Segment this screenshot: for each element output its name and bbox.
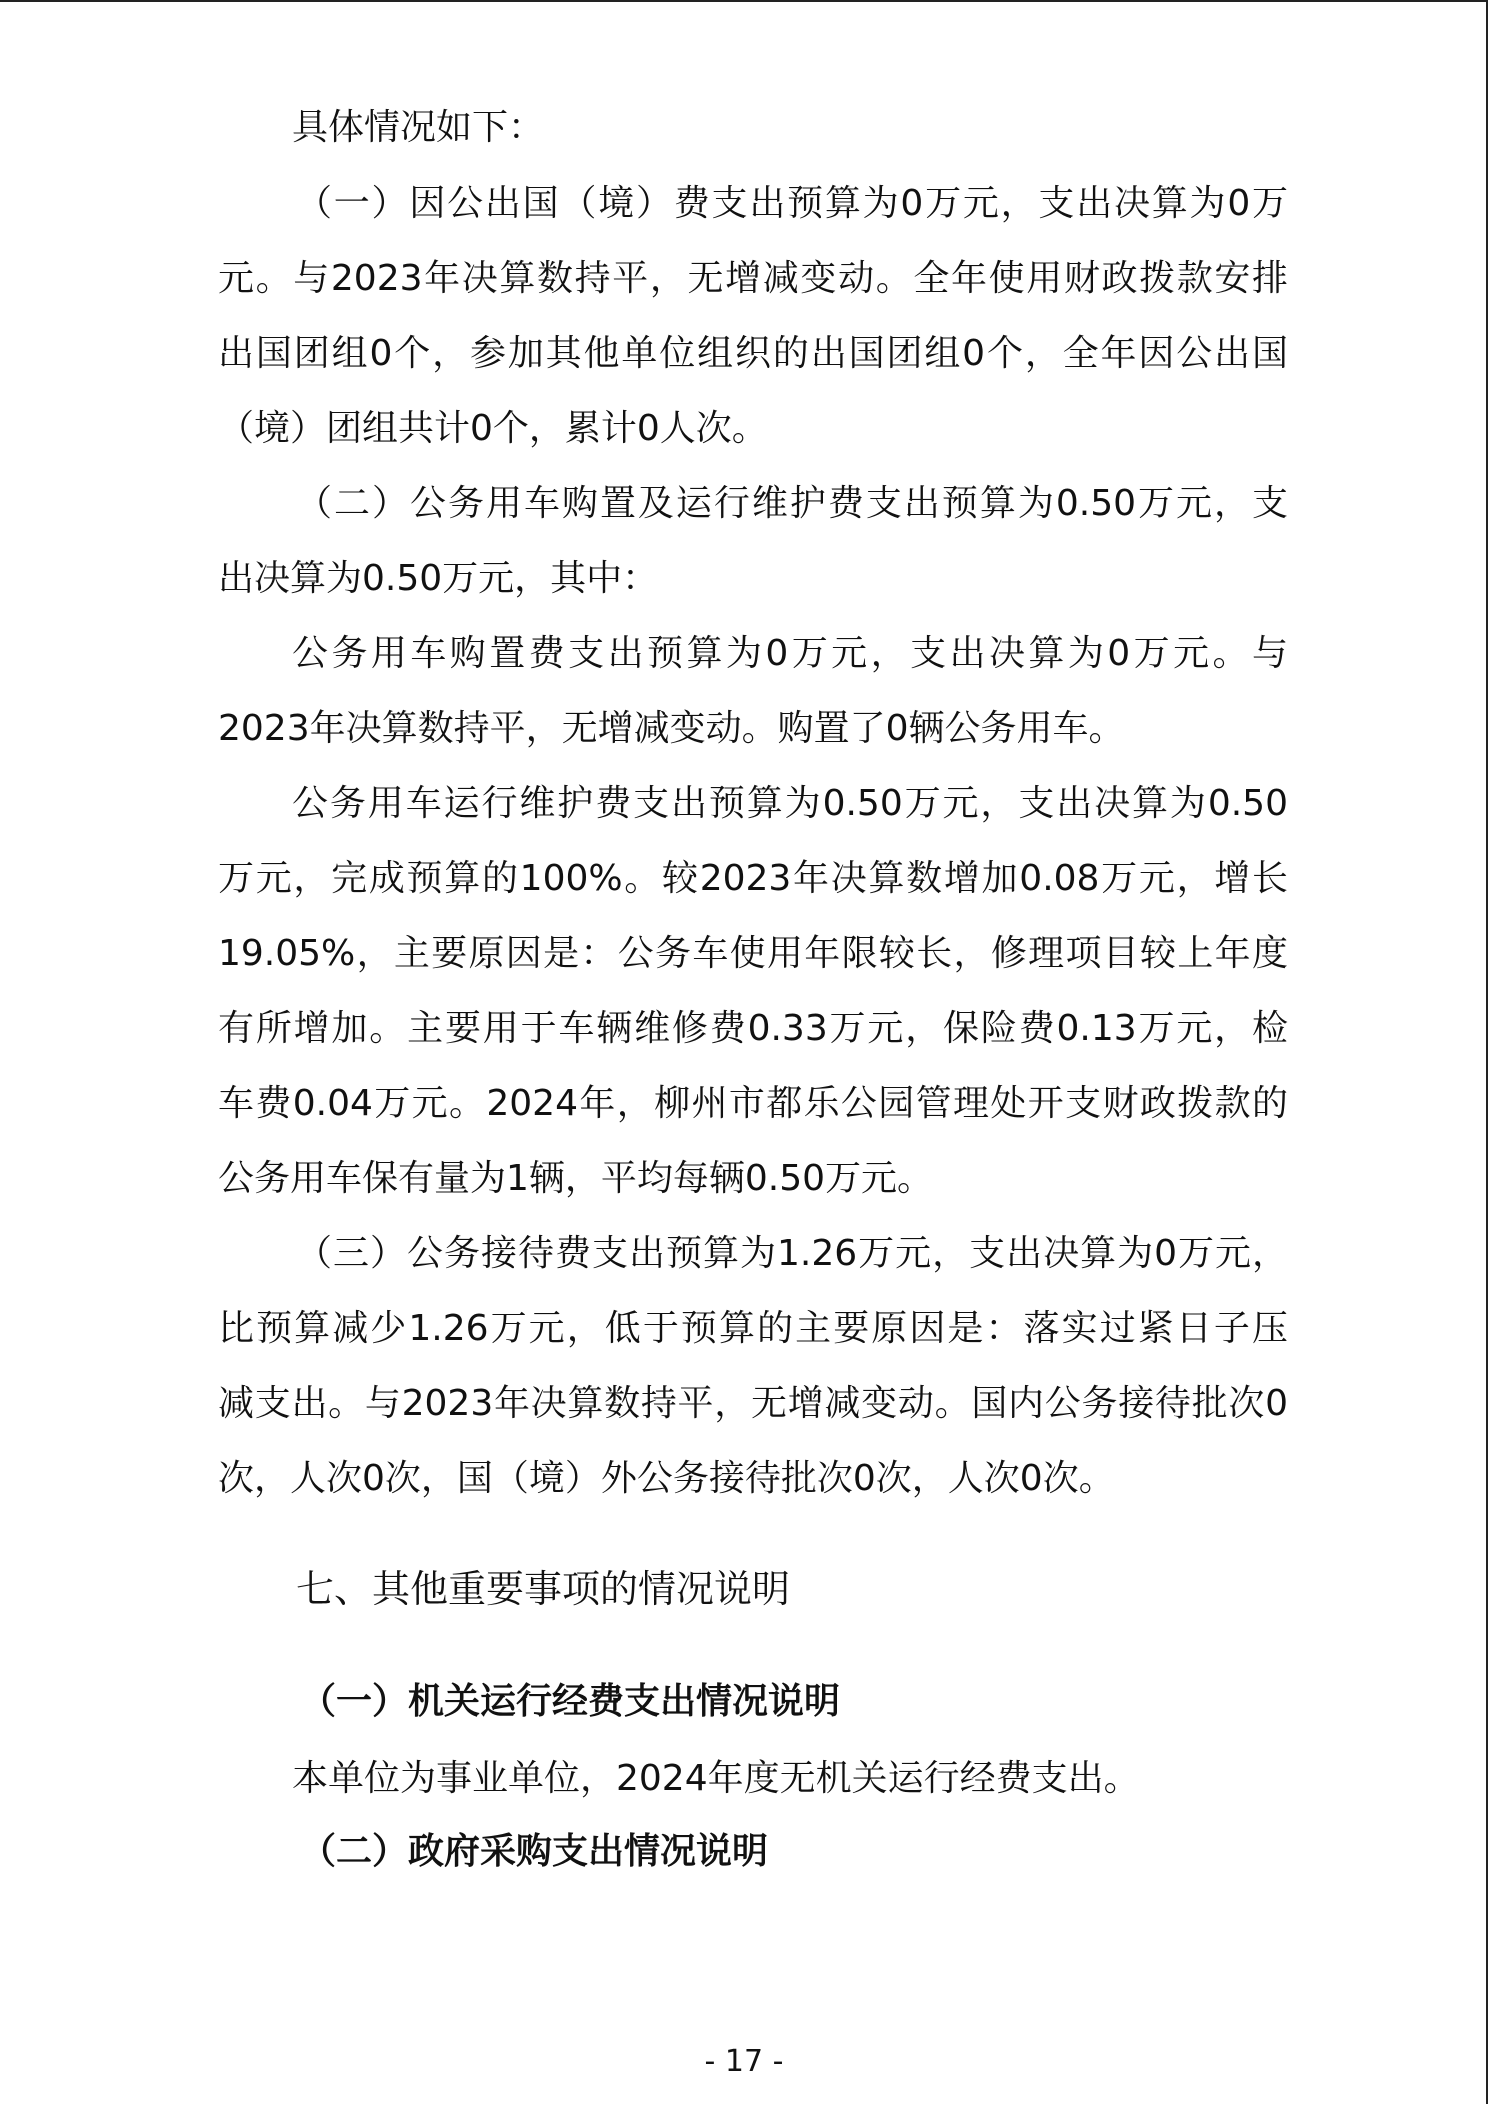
paragraph-line: 本单位为事业单位，2024年度无机关运行经费支出。 [292,1758,1140,1799]
paragraph-line: 车费0.04万元。2024年，柳州市都乐公园管理处开支财政拨款的 [218,1083,1288,1124]
paragraph-line: 减支出。与2023年决算数持平，无增减变动。国内公务接待批次0 [218,1383,1288,1424]
page-border-top [0,0,1488,2]
paragraph-line: 19.05%，主要原因是：公务车使用年限较长，修理项目较上年度 [218,933,1288,974]
paragraph-line: 出决算为0.50万元，其中： [218,558,659,599]
paragraph-line: 元。与2023年决算数持平，无增减变动。全年使用财政拨款安排 [218,258,1288,299]
subsection-heading: （一）机关运行经费支出情况说明 [300,1681,841,1722]
paragraph-line: 具体情况如下： [292,107,545,148]
paragraph-line: （二）公务用车购置及运行维护费支出预算为0.50万元，支 [296,483,1288,524]
paragraph-line: 2023年决算数持平，无增减变动。购置了0辆公务用车。 [218,708,1125,749]
page-number: - 17 - [704,2044,784,2079]
section-heading: 七、其他重要事项的情况说明 [296,1567,791,1611]
paragraph-line: 万元，完成预算的100%。较2023年决算数增加0.08万元，增长 [218,858,1288,899]
paragraph-line: 公务用车保有量为1辆，平均每辆0.50万元。 [218,1158,934,1199]
paragraph-line: 次，人次0次，国（境）外公务接待批次0次，人次0次。 [218,1458,1115,1499]
paragraph-line: 有所增加。主要用于车辆维修费0.33万元，保险费0.13万元，检 [218,1008,1288,1049]
paragraph-line: 公务用车运行维护费支出预算为0.50万元，支出决算为0.50 [292,783,1288,824]
paragraph-line: 出国团组0个，参加其他单位组织的出国团组0个，全年因公出国 [218,333,1288,374]
paragraph-line: 比预算减少1.26万元，低于预算的主要原因是：落实过紧日子压 [218,1308,1288,1349]
paragraph-line: （一）因公出国（境）费支出预算为0万元，支出决算为0万 [296,183,1288,224]
paragraph-line: （三）公务接待费支出预算为1.26万元，支出决算为0万元， [296,1233,1288,1274]
paragraph-line: （境）团组共计0个，累计0人次。 [218,408,768,449]
paragraph-line: 公务用车购置费支出预算为0万元，支出决算为0万元。与 [292,633,1288,674]
subsection-heading: （二）政府采购支出情况说明 [300,1831,769,1872]
